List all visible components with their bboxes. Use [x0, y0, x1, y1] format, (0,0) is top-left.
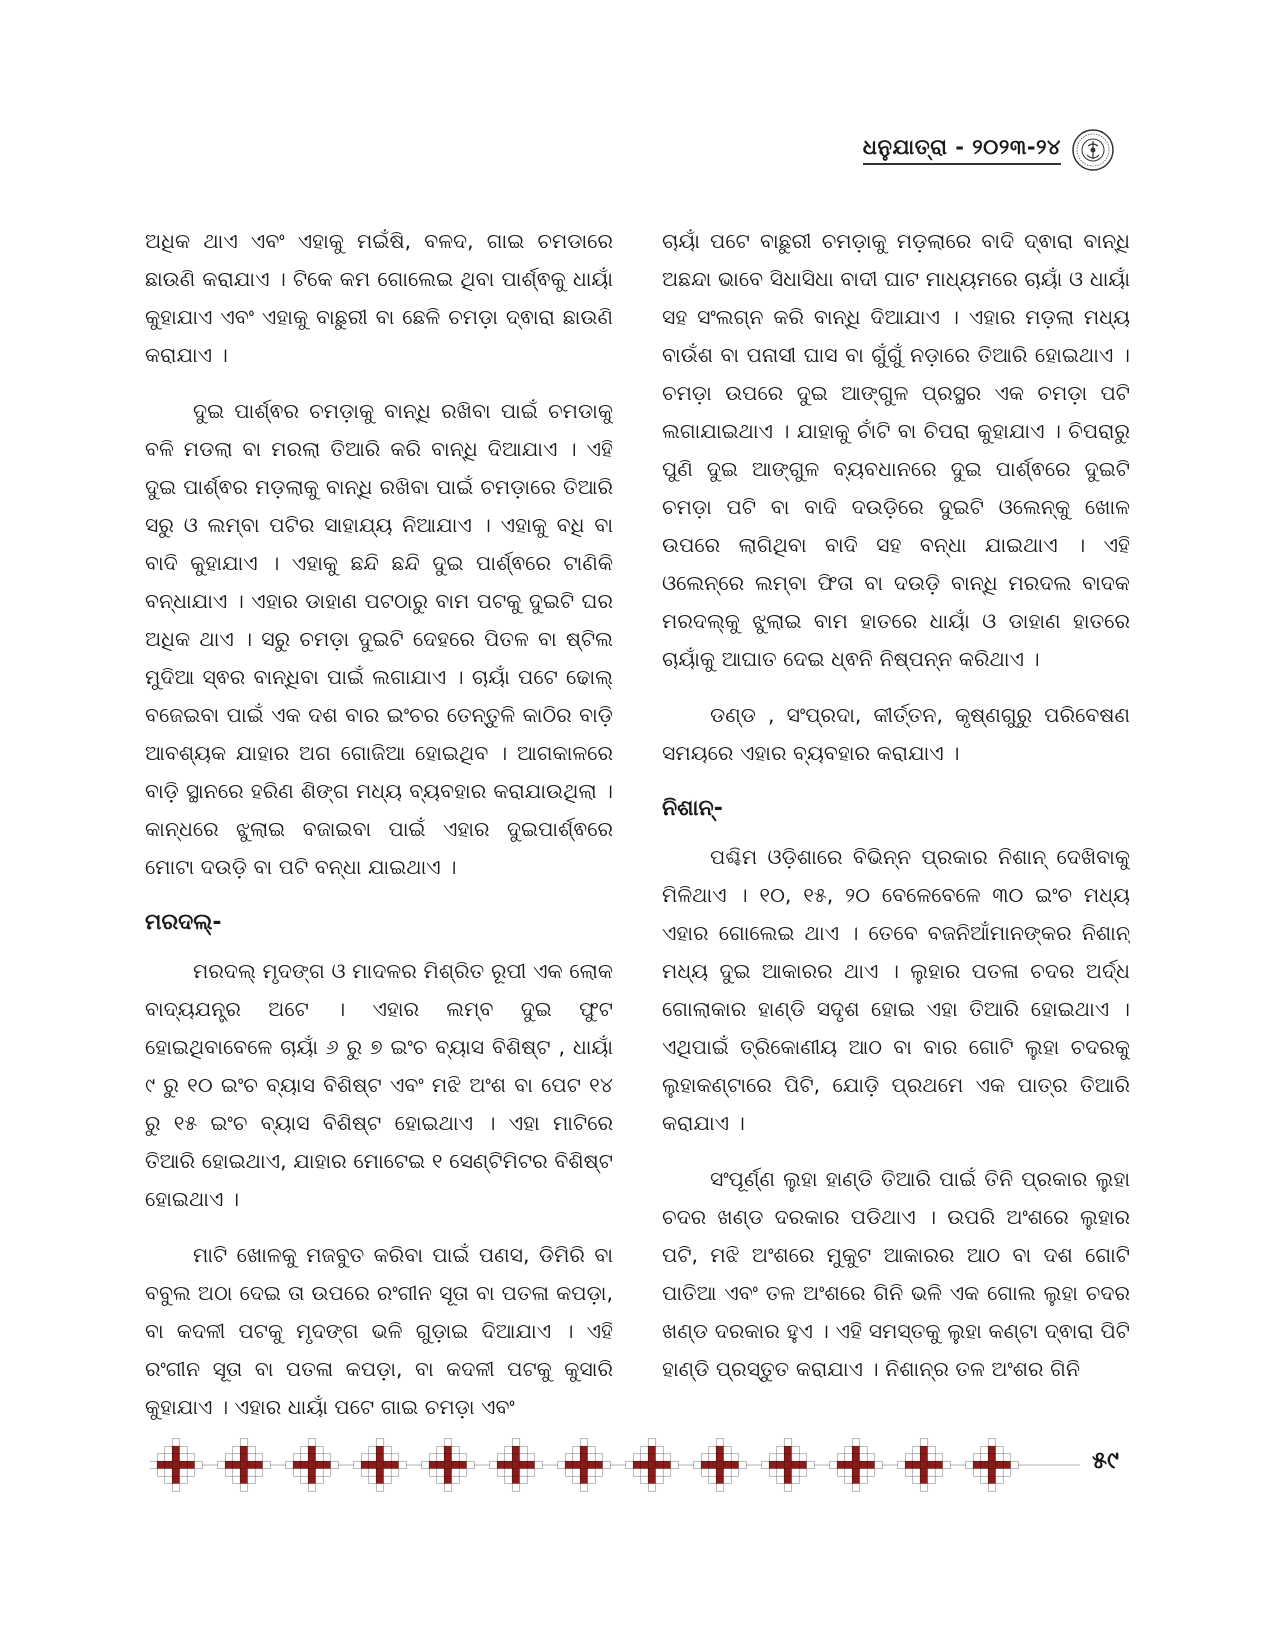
section-heading-nishan: ନିଶାନ୍- [662, 796, 723, 821]
left-column [145, 222, 613, 1452]
paragraph: ସଂପୂର୍ଣ୍ଣ ଲୁହା ହାଣ୍ଡି ତିଆରି ପାଇଁ ତିନି ପ୍ରକାର ଲୁହା ଚଦର ଖଣ୍ଡ ଦରକାର ପଡିଥାଏ । ଉପରି ଅଂଶରେ ଲୁହାର ପଟି, ମଝି ଅଂଶରେ ମୁକୁଟ ଆକାରର ଆଠ ବା ଦଶ ଗୋଟି ପାତିଆ ଏବଂ ତଳ ଅଂଶରେ ଗିନି ଭଳି ଏକ ଗୋଲ ଲୁହା ଚଦର ଖଣ୍ଡ ଦରକାର ହୁଏ । ଏହି ସମସ୍ତକୁ ଲୁହା କଣ୍ଟା ଦ୍ଵାରା ପିଟି ହାଣ୍ଡି ପ୍ରସ୍ତୁତ କରାଯାଏ । ନିଶାନ୍‌ର ତଳ ଅଂଶର ଗିନି [662, 1167, 1130, 1381]
emblem-seal-icon [1071, 128, 1115, 172]
page-number: ୫୯ [1092, 1446, 1119, 1474]
cross-stitch-motif-icon [218, 1439, 271, 1492]
two-column-body [145, 222, 1130, 1452]
paragraph: ଅଧିକ ଥାଏ ଏବଂ ଏହାକୁ ମଇଁଷି, ବଳଦ, ଗାଇ ଚମଡାରେ ଛାଉଣି କରାଯାଏ । ଟିକେ କମ ଗୋଲେଇ ଥିବା ପାର୍ଶ୍ଵକୁ ଧାୟାଁ କୁହାଯାଏ ଏବଂ ଏହାକୁ ବାଛୁରୀ ବା ଛେଳି ଚମଡ଼ା ଦ୍ଵାରା ଛାଉଣି କରାଯାଏ । [145, 229, 613, 367]
paragraph: ଡଣ୍ଡ , ସଂପ୍ରଦା, କୀର୍ତ୍ତନ, କୃଷ୍ଣଗୁରୁ ପରିବେଷଣ ସମୟରେ ଏହାର ବ୍ୟବହାର କରାଯାଏ । [662, 703, 1130, 765]
paragraph: ମାଟି ଖୋଳକୁ ମଜବୁତ କରିବା ପାଇଁ ପଣସ, ଡିମିରି ବା ବବୁଲ ଅଠା ଦେଇ ତା ଉପରେ ରଂଗୀନ ସୂତା ବା ପତଳା କପଡ଼ା, ବା କଦଳୀ ପଟକୁ ମୃଦଙ୍ଗ ଭଳି ଗୁଡ଼ାଇ ଦିଆଯାଏ । ଏହି ରଂଗୀନ ସୂତା ବା ପତଳା କପଡ଼ା, ବା କଦଳୀ ପଟକୁ କୁସାରି କୁହାଯାଏ । ଏହାର ଧାୟାଁ ପଟେ ଗାଇ ଚମଡ଼ା ଏବଂ [145, 1243, 613, 1419]
decorative-footer-band [150, 1430, 1150, 1500]
cross-stitch-motif-icon [694, 1439, 747, 1492]
section-heading-mardal: ମରଦଲ୍- [145, 910, 222, 935]
running-title: ଧନୁଯାତ୍ରା - ୨୦୨୩-୨୪ [863, 135, 1061, 165]
cross-stitch-motif-icon [286, 1439, 339, 1492]
right-column [662, 222, 1130, 1452]
cross-stitch-motif-icon [898, 1439, 951, 1492]
paragraph: ଦୁଇ ପାର୍ଶ୍ଵର ଚମଡ଼ାକୁ ବାନ୍ଧି ରଖିବା ପାଇଁ ଚମଡାକୁ ବଳି ମଡଲା ବା ମରଲା ତିଆରି କରି ବାନ୍ଧି ଦିଆଯାଏ । ଏହି ଦୁଇ ପାର୍ଶ୍ଵର ମଡ଼ଲାକୁ ବାନ୍ଧି ରଖିବା ପାଇଁ ଚମଡ଼ାରେ ତିଆରି ସରୁ ଓ ଲମ୍ବା ପଟିର ସାହାଯ୍ୟ ନିଆଯାଏ । ଏହାକୁ ବଧି ବା ବାଦି କୁହାଯାଏ । ଏହାକୁ ଛନ୍ଦି ଛନ୍ଦି ଦୁଇ ପାର୍ଶ୍ଵରେ ଟାଣିକି ବନ୍ଧାଯାଏ । ଏହାର ଡାହାଣ ପଟଠାରୁ ବାମ ପଟକୁ ଦୁଇଟି ଘର ଅଧିକ ଥାଏ । ସରୁ ଚମଡ଼ା ଦୁଇଟି ଦେହରେ ପିତଳ ବା ଷ୍ଟିଲ ମୁଦିଆ ସ୍ଵର ବାନ୍ଧିବା ପାଇଁ ଲଗାଯାଏ । ଚାୟାଁ ପଟେ ଢୋଲ୍ ବଜେଇବା ପାଇଁ ଏକ ଦଶ ବାର ଇଂଚର ତେନ୍ତୁଳି କାଠିର ବାଡ଼ି ଆବଶ୍ୟକ ଯାହାର ଅଗ ଗୋଜିଆ ହୋଇଥିବ । ଆଗକାଳରେ ବାଡ଼ି ସ୍ଥାନରେ ହରିଣ ଶିଙ୍ଗ ମଧ୍ୟ ବ୍ୟବହାର କରାଯାଉଥିଲା । କାନ୍ଧରେ ଝୁଲାଇ ବଜାଇବା ପାଇଁ ଏହାର ଦୁଇପାର୍ଶ୍ଵରେ ମୋଟା ଦଉଡ଼ି ବା ପଟି ବନ୍ଧା ଯାଇଥାଏ । [145, 399, 613, 879]
cross-stitch-motif-icon [830, 1439, 883, 1492]
page-header [863, 128, 1115, 172]
cross-stitch-motif-icon [354, 1439, 407, 1492]
cross-stitch-motif-icon [490, 1439, 543, 1492]
paragraph: ମରଦଲ୍ ମୃଦଙ୍ଗ ଓ ମାଦଳର ମିଶ୍ରିତ ରୂପୀ ଏକ ଲୋକ ବାଦ୍ୟଯନ୍ତ୍ର ଅଟେ । ଏହାର ଲମ୍ବ ଦୁଇ ଫୁଟ ହୋଇଥିବାବେଳେ ଚାୟାଁ ୬ ରୁ ୭ ଇଂଚ ବ୍ୟାସ ବିଶିଷ୍ଟ , ଧାୟାଁ ୯ ରୁ ୧୦ ଇଂଚ ବ୍ୟାସ ବିଶିଷ୍ଟ ଏବଂ ମଝି ଅଂଶ ବା ପେଟ ୧୪ ରୁ ୧୫ ଇଂଚ ବ୍ୟାସ ବିଶିଷ୍ଟ ହୋଇଥାଏ । ଏହା ମାଟିରେ ତିଆରି ହୋଇଥାଏ, ଯାହାର ମୋଟେଇ ୧ ସେଣ୍ଟିମିଟର ବିଶିଷ୍ଟ ହୋଇଥାଏ । [145, 959, 613, 1211]
paragraph: ପଶ୍ଚିମ ଓଡ଼ିଶାରେ ବିଭିନ୍ନ ପ୍ରକାର ନିଶାନ୍ ଦେଖିବାକୁ ମିଳିଥାଏ । ୧୦, ୧୫, ୨୦ ବେଳେବେଳେ ୩୦ ଇଂଚ ମଧ୍ୟ ଏହାର ଗୋଲେଇ ଥାଏ । ତେବେ ବଜନିଆଁମାନଙ୍କର ନିଶାନ୍ ମଧ୍ୟ ଦୁଇ ଆକାରର ଥାଏ । ଲୁହାର ପତଳା ଚଦର ଅର୍ଦ୍ଧ ଗୋଲାକାର ହାଣ୍ଡି ସଦୃଶ ହୋଇ ଏହା ତିଆରି ହୋଇଥାଏ । ଏଥିପାଇଁ ତ୍ରିକୋଣୀୟ ଆଠ ବା ବାର ଗୋଟି ଲୁହା ଚଦରକୁ ଲୁହାକଣ୍ଟାରେ ପିଟି, ଯୋଡ଼ି ପ୍ରଥମେ ଏକ ପାତ୍ର ତିଆରି କରାଯାଏ । [662, 845, 1130, 1135]
cross-stitch-motif-icon [558, 1439, 611, 1492]
cross-stitch-motif-icon [150, 1439, 202, 1492]
cross-stitch-motif-icon [966, 1439, 1019, 1492]
paragraph: ଚାୟାଁ ପଟେ ବାଛୁରୀ ଚମଡ଼ାକୁ ମଡ଼ଲାରେ ବାଦି ଦ୍ଵାରା ବାନ୍ଧି ଅଛନ୍ଦା ଭାବେ ସିଧାସିଧା ବାଦୀ ଘାଟ ମାଧ୍ୟମରେ ଚାୟାଁ ଓ ଧାୟାଁ ସହ ସଂଲଗ୍ନ କରି ବାନ୍ଧି ଦିଆଯାଏ । ଏହାର ମଡ଼ଲା ମଧ୍ୟ ବାଉଁଶ ବା ପନାସୀ ଘାସ ବା ଗୁଁଗୁଁ ନଡ଼ାରେ ତିଆରି ହୋଇଥାଏ । ଚମଡ଼ା ଉପରେ ଦୁଇ ଆଙ୍ଗୁଳ ପ୍ରସ୍ଥର ଏକ ଚମଡ଼ା ପଟି ଲଗାଯାଇଥାଏ । ଯାହାକୁ ଚାଁଟି ବା ଚିପରା କୁହାଯାଏ । ଚିପରାରୁ ପୁଣି ଦୁଇ ଆଙ୍ଗୁଳ ବ୍ୟବଧାନରେ ଦୁଇ ପାର୍ଶ୍ଵରେ ଦୁଇଟି ଚମଡ଼ା ପଟି ବା ବାଦି ଦଉଡ଼ିରେ ଦୁଇଟି ଓଲେନ୍‌କୁ ଖୋଳ ଉପରେ ଲାଗିଥିବା ବାଦି ସହ ବନ୍ଧା ଯାଇଥାଏ । ଏହି ଓଲେନ୍‌ରେ ଲମ୍ବା ଫିତା ବା ଦଉଡ଼ି ବାନ୍ଧି ମରଦଲ ବାଦକ ମରଦଲ୍‌କୁ ଝୁଲାଇ ବାମ ହାତରେ ଧାୟାଁ ଓ ଡାହାଣ ହାତରେ ଚାୟାଁକୁ ଆଘାତ ଦେଇ ଧ୍ଵନି ନିଷ୍ପନ୍ନ କରିଥାଏ । [662, 229, 1130, 671]
cross-stitch-motif-icon [762, 1439, 815, 1492]
cross-stitch-motif-icon [626, 1439, 679, 1492]
cross-stitch-motif-icon [422, 1439, 475, 1492]
